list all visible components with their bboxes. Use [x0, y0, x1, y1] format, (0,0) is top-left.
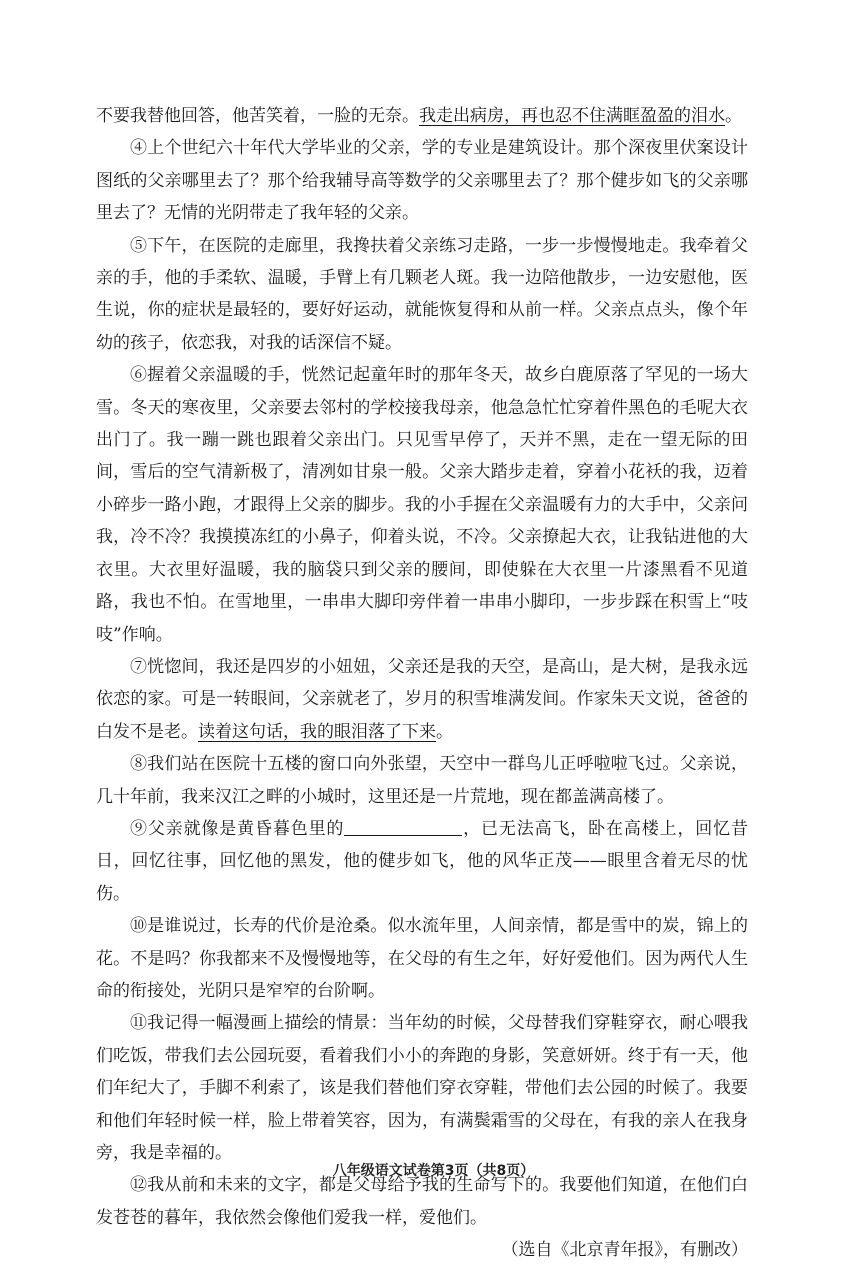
- paragraph-p0: [96, 100, 748, 132]
- paragraph-p7: [96, 651, 748, 748]
- paragraph-p8: [96, 748, 748, 813]
- source-citation: （选自《北京青年报》，有删改）: [501, 1240, 748, 1261]
- paragraph-text: 。: [436, 721, 453, 742]
- page-footer: 八年级语文试卷第3页（共8页）: [332, 1163, 535, 1179]
- underlined-sentence: 我走出病房，再也忍不住满眶盈盈的泪水: [419, 106, 725, 126]
- paragraph-p5: [96, 230, 748, 360]
- paragraph-p9: [96, 813, 748, 910]
- paragraph-p11: [96, 1007, 748, 1169]
- paragraph-text: 。: [725, 106, 742, 126]
- paragraph-text: ⑥握着父亲温暖的手，恍然记起童年时的那年冬天，故乡白鹿原落了罕见的一场大雪。冬天的寒夜里，父亲要去邻村的学校接我母亲，他急急忙忙穿着件黑色的毛呢大衣出门了。我一蹦一跳也跟着父亲出门。只见雪早停了，天并不黑，走在一望无际的田间，雪后的空气清新极了，清冽如甘泉一般。父亲大踏步走着，穿着小花袄的我，迈着小碎步一路小跑，才跟得上父亲的脚步。我的小手握在父亲温暖有力的大手中，父亲问我，冷不冷？我摸摸冻红的小鼻子，仰着头说，不冷。父亲撩起大衣，让我钻进他的大衣里。大衣里好温暖，我的脑袋只到父亲的腰间，即使躲在大衣里一片漆黑看不见道路，我也不怕。在雪地里，一串串大脚印旁伴着一串串小脚印，一步步踩在积雪上“吱吱”作响。: [96, 365, 748, 645]
- paragraph-p10: [96, 910, 748, 1007]
- paragraph-text: ⑧我们站在医院十五楼的窗口向外张望，天空中一群鸟儿正呼啦啦飞过。父亲说，几十年前，我来汉江之畔的小城时，这里还是一片荒地，现在都盖满高楼了。: [96, 754, 748, 807]
- paragraph-text: ④上个世纪六十年代大学毕业的父亲，学的专业是建筑设计。那个深夜里伏案设计图纸的父亲哪里去了？那个给我辅导高等数学的父亲哪里去了？那个健步如飞的父亲哪里去了？无情的光阴带走了我年轻的父亲。: [96, 138, 748, 224]
- paragraph-text: ⑤下午，在医院的走廊里，我搀扶着父亲练习走路，一步一步慢慢地走。我牵着父亲的手，他的手柔软、温暖，手臂上有几颗老人斑。我一边陪他散步，一边安慰他，医生说，你的症状是最轻的，要好好运动，就能恢复得和从前一样。父亲点点头，像个年幼的孩子，依恋我，对我的话深信不疑。: [96, 235, 748, 353]
- paragraph-text: ，已无法高飞，卧在高楼上，回忆昔日，回忆往事，回忆他的黑发，他的健步如飞，他的风华正茂——眼里含着无尽的忧伤。: [96, 818, 749, 904]
- paragraph-text: ⑦恍惚间，我还是四岁的小妞妞，父亲还是我的天空，是高山，是大树，是我永远依恋的家。可是一转眼间，父亲就老了，岁月的积雪堆满发间。作家朱天文说，爸爸的白发不是老。: [96, 656, 748, 742]
- paragraph-p4: [96, 132, 748, 229]
- passage-body: [96, 100, 748, 1267]
- paragraph-text: ⑪我记得一幅漫画上描绘的情景：当年幼的时候，父母替我们穿鞋穿衣，耐心喂我们吃饭，带我们去公园玩耍，看着我们小小的奔跑的身影，笑意妍妍。终于有一天，他们年纪大了，手脚不利索了，该是我们替他们穿衣穿鞋，带他们去公园的时候了。我要和他们年轻时候一样，脸上带着笑容，因为，有满鬓霜雪的父母在，有我的亲人在我身旁，我是幸福的。: [96, 1013, 748, 1163]
- paragraph-text: ⑩是谁说过，长寿的代价是沧桑。似水流年里，人间亲情，都是雪中的炭，锦上的花。不是吗？你我都来不及慢慢地等，在父母的有生之年，好好爱他们。因为两代人生命的衔接处，光阴只是窄窄的台阶啊。: [96, 916, 748, 1001]
- paragraph-text: ⑫我从前和未来的文字，都是父母给予我的生命写下的。我要他们知道，在他们白发苍苍的暮年，我依然会像他们爱我一样，爱他们。: [96, 1175, 748, 1228]
- underlined-sentence: 读着这句话，我的眼泪落了下来: [198, 721, 436, 742]
- fill-in-blank[interactable]: [344, 819, 462, 836]
- paragraph-text: ⑨父亲就像是黄昏暮色里的: [130, 818, 345, 839]
- paragraph-text: 不要我替他回答，他苦笑着，一脸的无奈。: [96, 106, 419, 126]
- paragraph-p6: [96, 359, 748, 651]
